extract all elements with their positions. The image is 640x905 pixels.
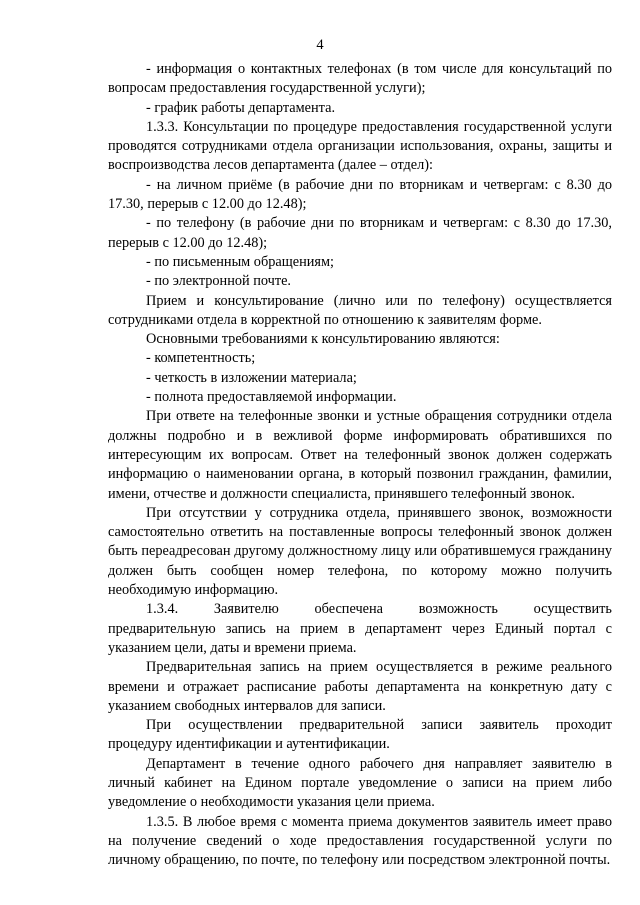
paragraph: - на личном приёме (в рабочие дни по вторникам и четвергам: с 8.30 до 17.30, перерыв с 12.00 до 12.48);	[108, 176, 612, 213]
page-number: 4	[316, 37, 324, 53]
paragraph: - четкость в изложении материала;	[146, 369, 357, 386]
document-body	[108, 60, 612, 870]
paragraph: 1.3.5. В любое время с момента приема документов заявитель имеет право на получение сведений о ходе предоставления государственной услуги по личному обращению, по почте, по телефону или посредством электронной почты.	[108, 813, 612, 869]
paragraph: - график работы департамента.	[146, 99, 336, 116]
paragraph: - информация о контактных телефонах (в том числе для консультаций по вопросам предоставления государственной услуги);	[108, 61, 612, 97]
paragraph: При отсутствии у сотрудника отдела, принявшего звонок, возможности самостоятельно ответить на поставленные вопросы телефонный звонок должен быть переадресован другому должностному лицу или обратившемуся гражданину должен быть сообщен номер телефона, по которому можно получить необходимую информацию.	[108, 504, 612, 599]
paragraph: Прием и консультирование (лично или по телефону) осуществляется сотрудниками отдела в корректной по отношению к заявителям форме.	[108, 292, 612, 328]
paragraph: При ответе на телефонные звонки и устные обращения сотрудники отдела должны подробно и в вежливой форме информировать обратившихся по интересующим их вопросам. Ответ на телефонный звонок должен содержать информацию о наименовании органа, в который позвонил гражданин, фамилии, имени, отчестве и должности специалиста, принявшего телефонный звонок.	[108, 408, 612, 502]
paragraph: - по телефону (в рабочие дни по вторникам и четвергам: с 8.30 до 17.30, перерыв с 12.00 до 12.48);	[108, 215, 612, 251]
paragraph: При осуществлении предварительной записи заявитель проходит процедуру идентификации и аутентификации.	[108, 717, 612, 753]
spread-word: Заявителю	[213, 601, 279, 618]
spread-word: возможность	[418, 601, 498, 618]
paragraph: - компетентность;	[146, 350, 256, 367]
spread-word: осуществить	[533, 601, 612, 618]
spread-line	[108, 600, 612, 619]
paragraph: - по электронной почте.	[146, 273, 292, 290]
spread-word: 1.3.4.	[146, 601, 179, 618]
paragraph: Предварительная запись на прием осуществляется в режиме реального времени и отражает расписание работы департамента на конкретную дату с указанием свободных интервалов для записи.	[108, 659, 612, 714]
paragraph: - по письменным обращениям;	[146, 253, 334, 270]
paragraph: - полнота предоставляемой информации.	[146, 389, 397, 406]
paragraph: Основными требованиями к консультированию являются:	[146, 331, 500, 348]
spread-word: обеспечена	[314, 601, 383, 618]
paragraph: Департамент в течение одного рабочего дня направляет заявителю в личный кабинет на Едином портале уведомление о записи на прием либо уведомление о необходимости указания цели приема.	[108, 755, 612, 811]
paragraph: 1.3.3. Консультации по процедуре предоставления государственной услуги проводятся сотрудниками отдела организации использования, охраны, защиты и воспроизводства лесов департамента (далее – отдел):	[108, 118, 612, 174]
paragraph: предварительную запись на прием в департамент через Единый портал с указанием цели, даты и времени приема.	[108, 620, 612, 656]
